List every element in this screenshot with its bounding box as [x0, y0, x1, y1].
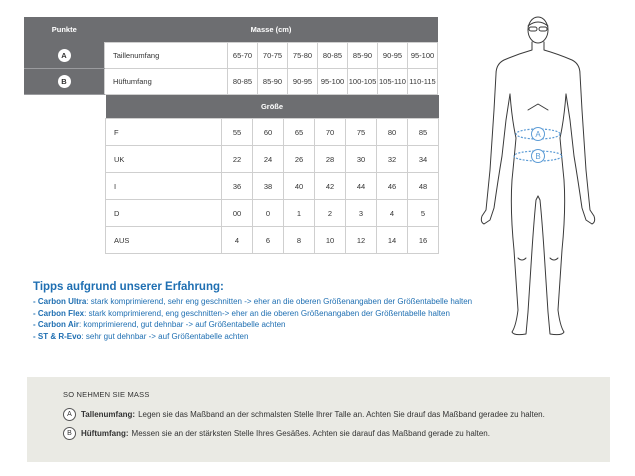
marker-a-label: A: [535, 130, 541, 139]
howto-box: [27, 377, 610, 462]
table-row: [106, 173, 439, 200]
value-cell: 34: [408, 146, 439, 173]
value-cell: 80: [377, 119, 408, 146]
row-label: AUS: [106, 227, 222, 254]
table-row: [106, 227, 439, 254]
points-header: Punkte: [24, 17, 105, 43]
value-cell: 55: [222, 119, 253, 146]
value-cell: 110-115: [408, 69, 438, 95]
value-cell: 48: [408, 173, 439, 200]
value-cell: 12: [346, 227, 377, 254]
badge-b: B: [58, 75, 71, 88]
value-cell: 95-100: [318, 69, 348, 95]
value-cell: 95-100: [408, 43, 438, 69]
marker-b-label: B: [535, 152, 541, 161]
value-cell: 5: [408, 200, 439, 227]
value-cell: 60: [253, 119, 284, 146]
row-label: I: [106, 173, 222, 200]
howto-text: Legen sie das Maßband an der schmalsten Stelle Ihrer Talle an. Achten Sie drauf das Maßband geradee zu halten.: [138, 410, 545, 419]
point-cell: [24, 43, 105, 69]
row-label: F: [106, 119, 222, 146]
value-cell: 85: [408, 119, 439, 146]
point-cell: [24, 69, 105, 95]
masse-header: Masse (cm): [105, 17, 438, 43]
tips-title: Tipps aufgrund unserer Erfahrung:: [33, 281, 224, 293]
value-cell: 85-90: [348, 43, 378, 69]
value-cell: 80-85: [228, 69, 258, 95]
value-cell: 16: [408, 227, 439, 254]
value-cell: 4: [377, 200, 408, 227]
value-cell: 42: [315, 173, 346, 200]
value-cell: 8: [284, 227, 315, 254]
value-cell: 36: [222, 173, 253, 200]
value-cell: 90-95: [288, 69, 318, 95]
value-cell: 3: [346, 200, 377, 227]
tip-name: - ST & R-Evo: [33, 331, 82, 341]
body-figure: [468, 10, 608, 346]
value-cell: 1: [284, 200, 315, 227]
tip-text: : stark komprimierend, eng geschnitten-> eher an die oberen Größenangaben der Größentabelle halten: [84, 308, 450, 318]
value-cell: 6: [253, 227, 284, 254]
value-cell: 46: [377, 173, 408, 200]
howto-item-waist: [63, 408, 545, 421]
value-cell: 00: [222, 200, 253, 227]
value-cell: 75: [346, 119, 377, 146]
tip-item: [33, 319, 523, 331]
badge-a: A: [58, 49, 71, 62]
value-cell: 65-70: [228, 43, 258, 69]
tips-section: [33, 281, 523, 342]
tip-item: [33, 296, 523, 308]
tip-name: - Carbon Ultra: [33, 297, 87, 306]
row-label: D: [106, 200, 222, 227]
value-cell: 28: [315, 146, 346, 173]
value-cell: 26: [284, 146, 315, 173]
size-header: Größe: [106, 95, 439, 119]
value-cell: 65: [284, 119, 315, 146]
table-row: [106, 146, 439, 173]
howto-title: SO NEHMEN SIE MASS: [63, 390, 150, 399]
tip-item: [33, 331, 523, 343]
tip-text: : sehr gut dehnbar -> auf Größentabelle achten: [81, 331, 249, 341]
value-cell: 4: [222, 227, 253, 254]
value-cell: 22: [222, 146, 253, 173]
waist-marker: [516, 128, 560, 141]
howto-text: Messen sie an der stärksten Stelle Ihres Gesäßes. Achten sie darauf das Maßband gerade zu halten.: [131, 429, 490, 438]
value-cell: 44: [346, 173, 377, 200]
value-cell: 10: [315, 227, 346, 254]
row-label: Taillenumfang: [105, 43, 228, 69]
measurements-table: [24, 17, 438, 95]
value-cell: 32: [377, 146, 408, 173]
value-cell: 40: [284, 173, 315, 200]
badge-a: A: [63, 408, 76, 421]
value-cell: 30: [346, 146, 377, 173]
value-cell: 24: [253, 146, 284, 173]
tip-name: - Carbon Flex: [33, 308, 85, 318]
table-row: [106, 200, 439, 227]
value-cell: 85-90: [258, 69, 288, 95]
value-cell: 38: [253, 173, 284, 200]
value-cell: 100-105: [348, 69, 378, 95]
value-cell: 70: [315, 119, 346, 146]
row-label: Hüftumfang: [105, 69, 228, 95]
tip-name: - Carbon Air: [33, 320, 79, 329]
howto-label: Tallenumfang:: [81, 410, 136, 419]
body-outline: [481, 17, 594, 335]
value-cell: 0: [253, 200, 284, 227]
value-cell: 14: [377, 227, 408, 254]
tip-text: : komprimierend, gut dehnbar -> auf Größentabelle achten: [78, 320, 286, 329]
value-cell: 105-110: [378, 69, 408, 95]
hip-marker: [514, 150, 562, 163]
value-cell: 2: [315, 200, 346, 227]
howto-label: Hüftumfang:: [81, 429, 129, 438]
value-cell: 75-80: [288, 43, 318, 69]
tip-item: [33, 308, 523, 320]
value-cell: 90-95: [378, 43, 408, 69]
table-row: [24, 69, 438, 95]
value-cell: 70-75: [258, 43, 288, 69]
tip-text: : stark komprimierend, sehr eng geschnitten -> eher an die oberen Größenangaben der Größentabelle halten: [86, 297, 473, 306]
row-label: UK: [106, 146, 222, 173]
size-table: [105, 95, 439, 254]
badge-b: B: [63, 427, 76, 440]
table-row: [106, 119, 439, 146]
value-cell: 80-85: [318, 43, 348, 69]
howto-item-hip: [63, 427, 490, 440]
table-row: [24, 43, 438, 69]
